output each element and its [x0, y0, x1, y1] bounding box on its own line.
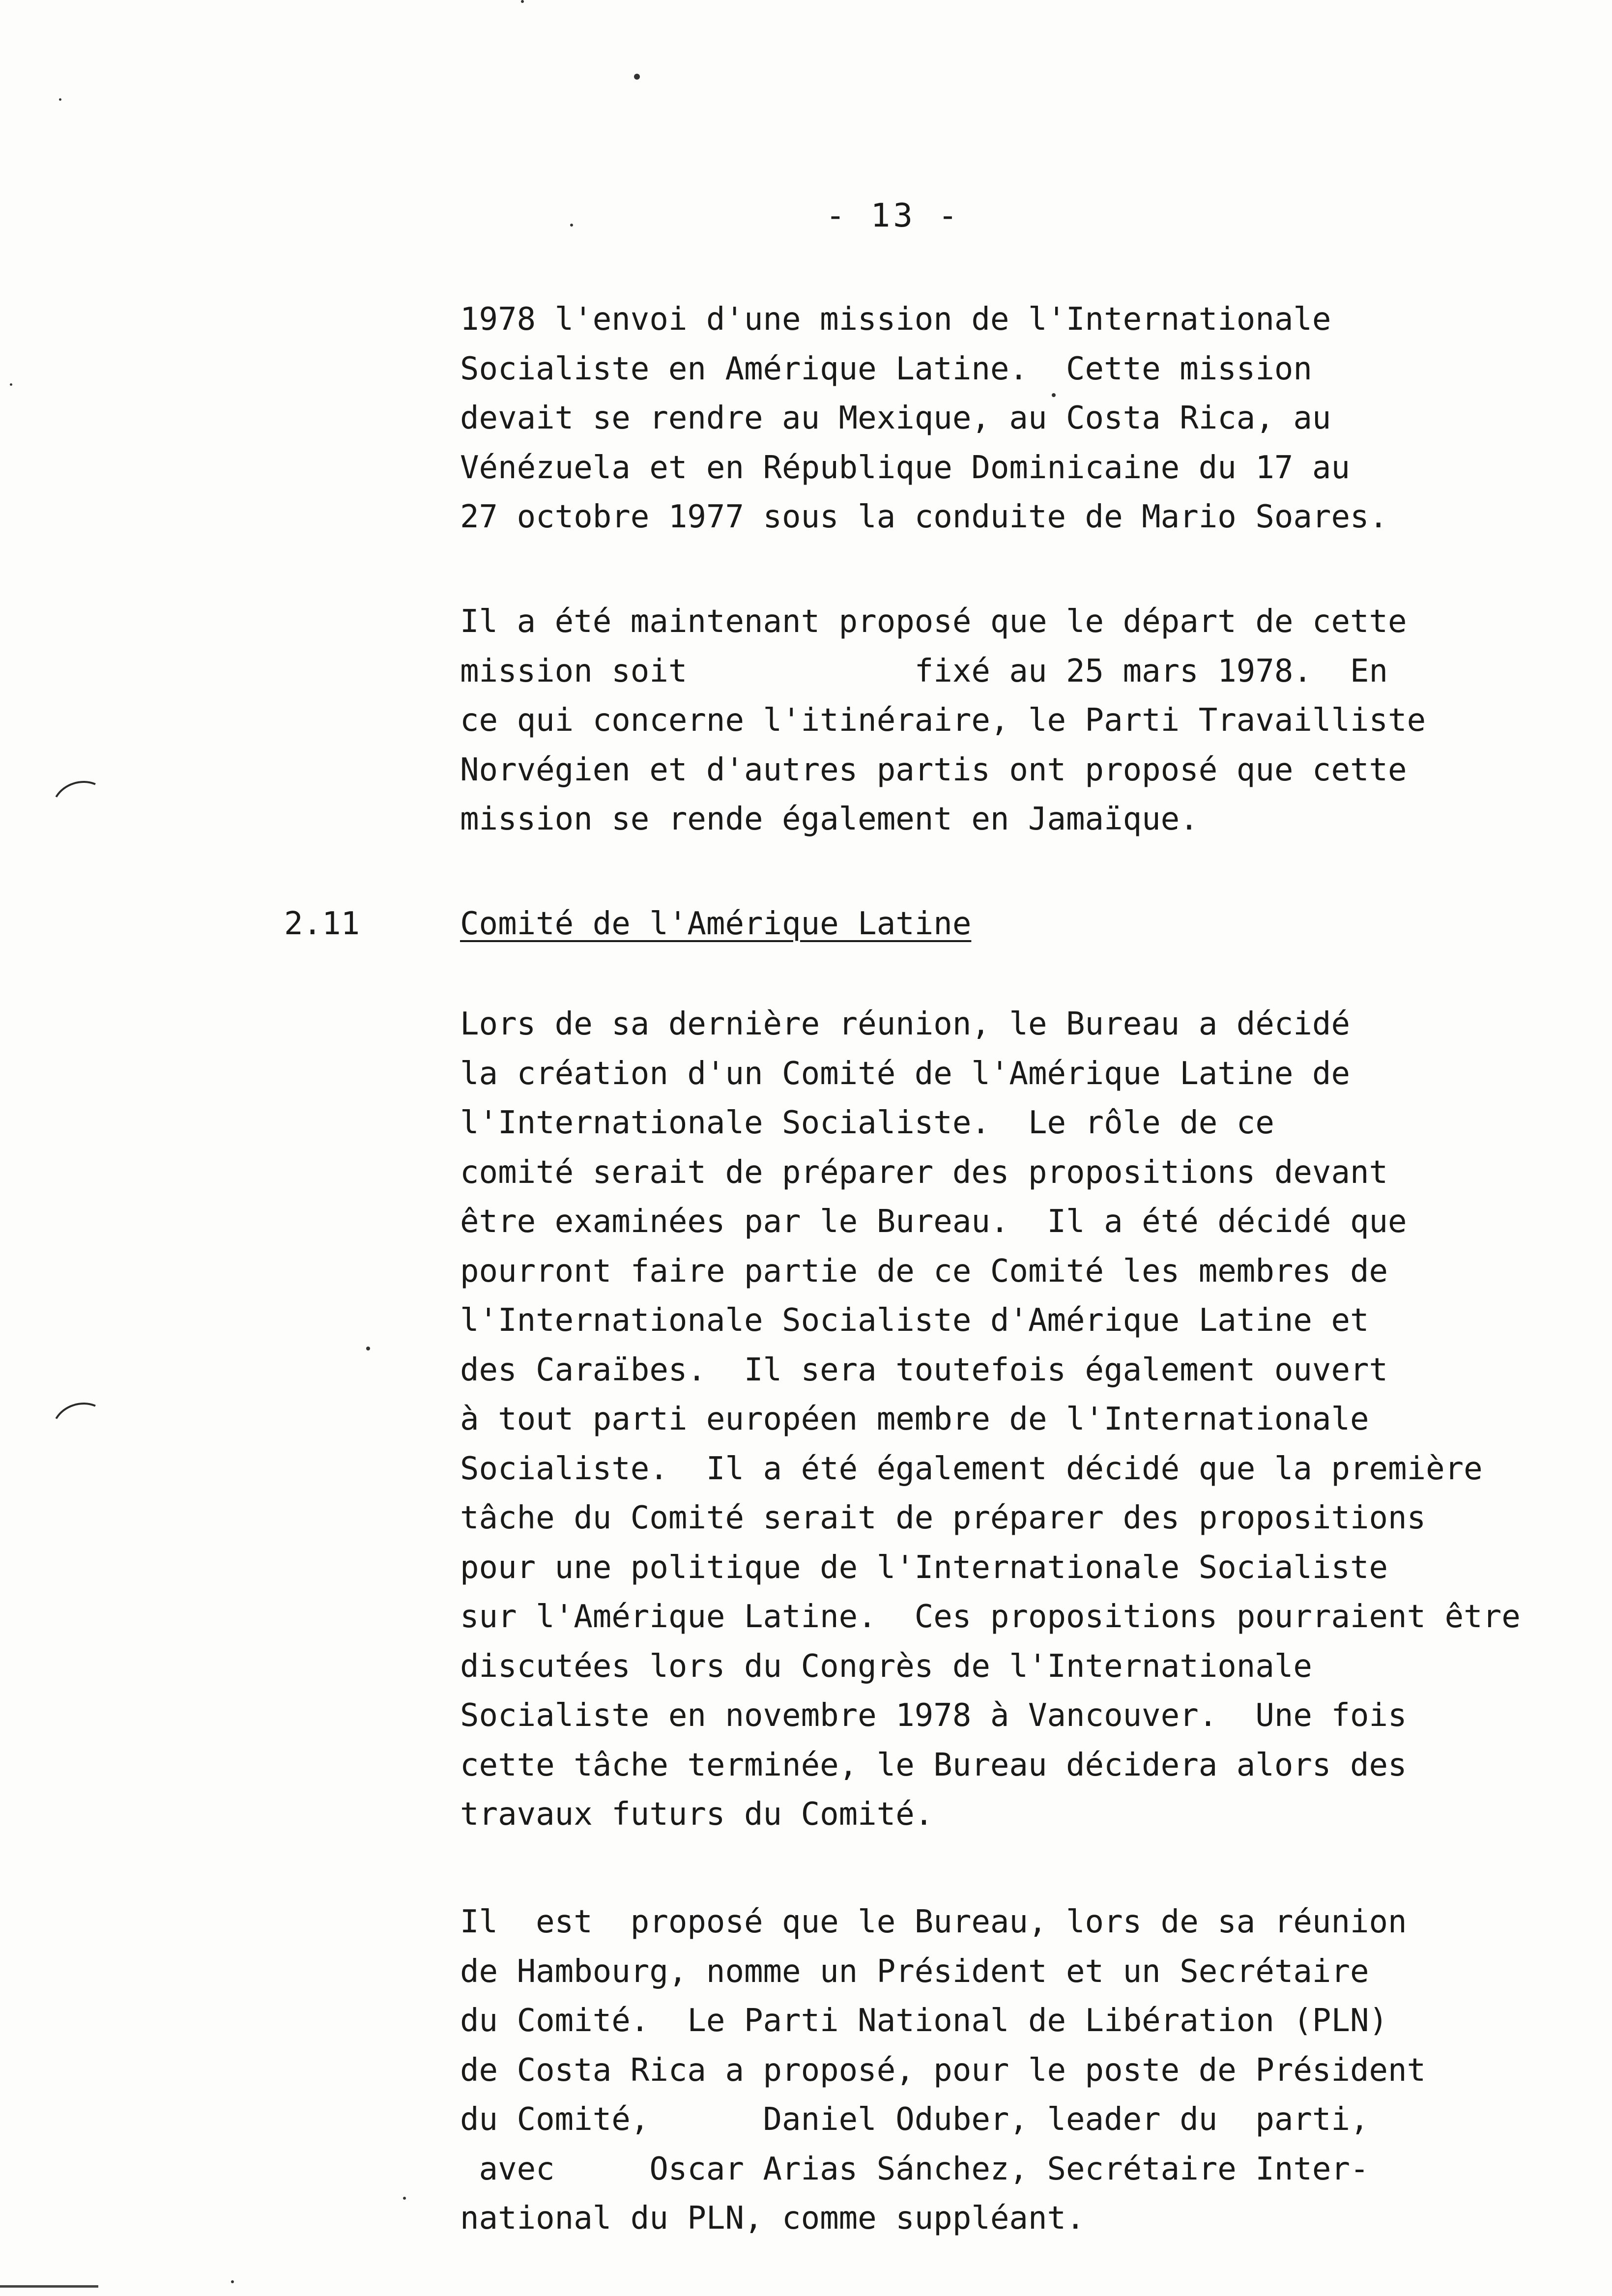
scan-speck [403, 2197, 406, 2200]
text-line: l'Internationale Socialiste d'Amérique Latine et [460, 1302, 1369, 1339]
paragraph-committee-president [460, 1897, 1590, 2243]
text-line: discutées lors du Congrès de l'Internationale [460, 1648, 1312, 1685]
text-line: à tout parti européen membre de l'Internationale [460, 1401, 1369, 1437]
text-line: pourront faire partie de ce Comité les membres de [460, 1253, 1388, 1290]
text-line: pour une politique de l'Internationale Socialiste [460, 1549, 1388, 1586]
text-line: Lors de sa dernière réunion, le Bureau a décidé [460, 1006, 1350, 1042]
margin-pencil-mark [46, 1395, 116, 1459]
scan-speck [10, 383, 12, 386]
paragraph-mission-latin-america [460, 295, 1590, 542]
text-line: Il a été maintenant proposé que le départ de cette [460, 603, 1407, 640]
margin-pencil-mark [46, 774, 116, 837]
paragraph-mission-departure [460, 597, 1590, 844]
text-line: Socialiste en Amérique Latine. Cette mission [460, 350, 1312, 387]
text-line: Vénézuela et en République Dominicaine du 17 au [460, 449, 1350, 486]
text-line: tâche du Comité serait de préparer des propositions [460, 1500, 1426, 1536]
section-heading: Comité de l'Amérique Latine [460, 906, 972, 942]
text-line: Socialiste en novembre 1978 à Vancouver. Une fois [460, 1697, 1407, 1734]
text-line: des Caraïbes. Il sera toutefois également ouvert [460, 1351, 1388, 1388]
text-line: de Costa Rica a proposé, pour le poste de Président [460, 2052, 1426, 2089]
text-line: travaux futurs du Comité. [460, 1796, 934, 1833]
section-number: 2.11 [284, 906, 360, 942]
scan-speck [366, 1347, 370, 1350]
text-line: de Hambourg, nomme un Président et un Secrétaire [460, 1953, 1369, 1990]
text-line: Il est proposé que le Bureau, lors de sa réunion [460, 1904, 1407, 1940]
text-line: ce qui concerne l'itinéraire, le Parti Travailliste [460, 702, 1426, 739]
text-line: avec Oscar Arias Sánchez, Secrétaire Inter- [460, 2151, 1369, 2187]
page-number: - 13 - [826, 197, 961, 234]
text-line: Socialiste. Il a été également décidé que la première [460, 1450, 1483, 1487]
text-line: mission se rende également en Jamaïque. [460, 801, 1199, 837]
text-line: devait se rendre au Mexique, au Costa Rica, au [460, 400, 1331, 436]
text-line: cette tâche terminée, le Bureau décidera alors des [460, 1747, 1407, 1783]
scan-edge-line [0, 2285, 98, 2288]
text-line: comité serait de préparer des propositions devant [460, 1154, 1388, 1191]
text-line: 27 octobre 1977 sous la conduite de Mario Soares. [460, 499, 1388, 535]
text-line: Norvégien et d'autres partis ont proposé que cette [460, 751, 1407, 788]
text-line: l'Internationale Socialiste. Le rôle de ce [460, 1105, 1274, 1141]
scan-speck [1052, 393, 1056, 397]
text-line: la création d'un Comité de l'Amérique Latine de [460, 1055, 1350, 1092]
scan-speck [231, 2280, 234, 2283]
text-line: du Comité. Le Parti National de Libération (PLN) [460, 2003, 1388, 2039]
scan-speck [570, 224, 573, 227]
text-line: 1978 l'envoi d'une mission de l'Internationale [460, 301, 1331, 338]
text-line: du Comité, Daniel Oduber, leader du parti, [460, 2101, 1369, 2138]
text-line: national du PLN, comme suppléant. [460, 2200, 1085, 2237]
text-line: mission soit fixé au 25 mars 1978. En [460, 653, 1388, 689]
scan-speck [59, 98, 61, 101]
scan-speck [634, 74, 640, 80]
text-line: sur l'Amérique Latine. Ces propositions pourraient être [460, 1599, 1521, 1635]
text-line: être examinées par le Bureau. Il a été décidé que [460, 1204, 1407, 1240]
scan-speck [521, 0, 524, 3]
paragraph-committee-creation [460, 1000, 1590, 1839]
